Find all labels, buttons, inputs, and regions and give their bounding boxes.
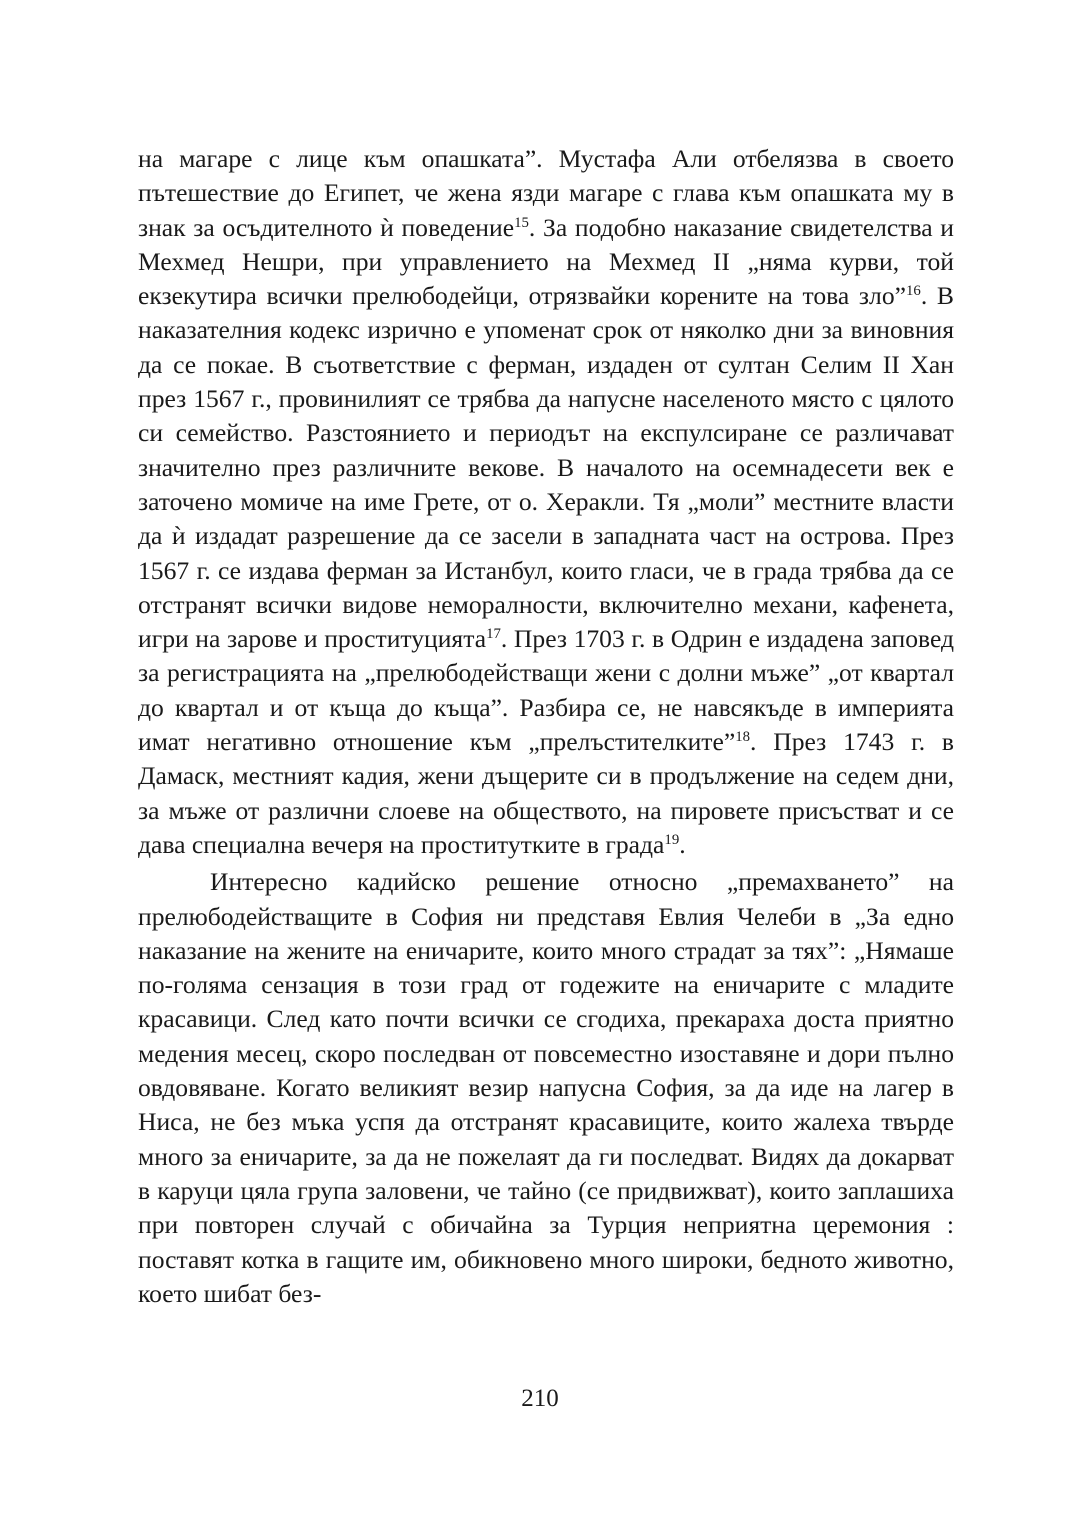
footnote-ref-16: 16 xyxy=(905,282,921,299)
text-run: . За подобно наказание свидетелства и Мехмед Нешри, при управлението на Мехмед II „няма курви, той екзекутира всички прелюбодейци, отрязвайки корените на това зло” xyxy=(138,212,954,311)
text-run: . В наказателния кодекс изрично е упоменат срок от няколко дни за виновния да се покае. В съответствие с ферман, издаден от султан Селим II Хан през 1567 г., провинилият се трябва да напусне населеното място с цялото си семейство. Разстоянието и периодът на експулсиране се различават значително през различните векове. В началото на осемнадесети век е заточено момиче на име Грете, от о. Херакли. Тя „моли” местните власти да ѝ издадат разрешение да се засели в западната част на острова. През 1567 г. се издава ферман за Истанбул, които гласи, че в града трябва да се отстранят всички видове неморалности, включително механи, кафенета, игри на зарове и проституцията xyxy=(138,281,954,654)
text-run: . xyxy=(679,829,686,859)
text-run: Интересно кадийско решение относно „премахването” на прелюбодействащите в София ни представя Евлия Челеби в „За едно наказание на жените на еничарите, които много страдат за тях”: „Нямаше по-голяма сензация в този град от годежите на еничарите с младите красавици. След като почти всички се сгодиха, прекараха доста приятно медения месец, скоро последван от повсеместно изоставяне и дори пълно овдовяване. Когато великият везир напусна София, за да иде на лагер в Ниса, не без мъка успя да отстранят красавиците, които жалеха твърде много за еничарите, за да не пожелаят да ги последват. Видях да докарват в каруци цяла група заловени, че тайно (се придвижват), които заплашиха при повторен случай с обичайна за Турция неприятна церемония : поставят котка в гащите им, обикновено много широки, бедното животно, което шибат без- xyxy=(138,867,954,1308)
body-text xyxy=(138,142,954,1311)
footnote-ref-15: 15 xyxy=(514,214,529,231)
page-number: 210 xyxy=(521,1385,559,1412)
footnote-ref-19: 19 xyxy=(664,831,680,848)
footnote-ref-18: 18 xyxy=(735,728,751,745)
text-run: на магаре с лице към опашката”. Мустафа Али отбелязва в своето пътешествие до Египет, че жена язди магаре с глава към опашката му в знак за осъдителното ѝ поведение xyxy=(138,144,954,242)
paragraph-2 xyxy=(138,865,954,1311)
footnote-ref-17: 17 xyxy=(486,625,501,642)
paragraph-1 xyxy=(138,142,954,862)
text-run: . През 1703 г. в Одрин е издадена заповед за регистрацията на „прелюбодействащи жени с долни мъже” „от квартал до квартал и от къща до къща”. Разбира се, не навсякъде в империята имат негативно отношение към „прелъстителките” xyxy=(138,624,954,757)
text-run: . През 1743 г. в Дамаск, местният кадия, жени дъщерите си в продължение на седем дни, за мъже от различни слоеве на обществото, на пировете присъстват и се дава специална вечеря на проститутките в града xyxy=(138,727,954,859)
